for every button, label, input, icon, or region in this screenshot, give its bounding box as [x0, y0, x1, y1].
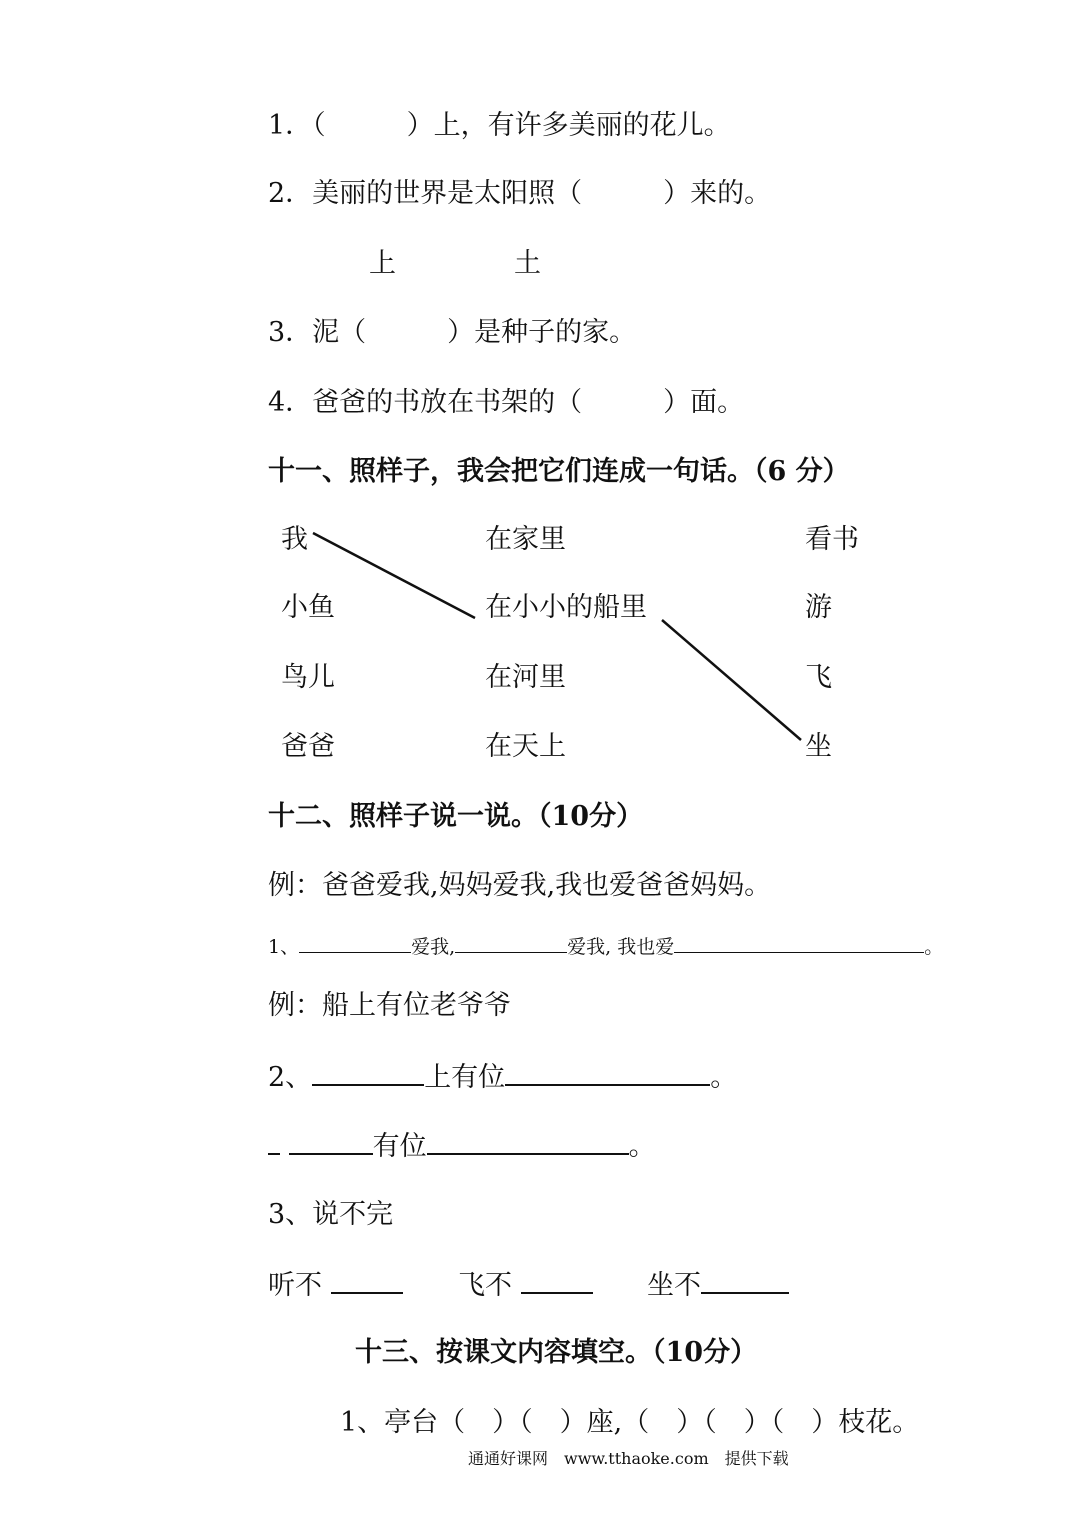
blank[interactable]: [427, 1131, 629, 1155]
connector-line-1: [313, 533, 475, 618]
question-13-1: 1、亭台（ ）（ ）座,（ ）（ ）（ ）枝花。: [340, 1407, 920, 1438]
col1-item-1: 我: [281, 524, 308, 555]
example-1: 例：爸爸爱我,妈妈爱我,我也爱爸爸妈妈。: [268, 870, 772, 901]
col3-item-2: 游: [805, 592, 832, 623]
blank[interactable]: [674, 936, 924, 953]
fill-ting: 听不: [268, 1270, 403, 1299]
blank[interactable]: [299, 936, 411, 953]
fill-zuo: 坐不: [647, 1270, 789, 1299]
question-12-3: 3、说不完: [268, 1199, 394, 1230]
fill-fei: 飞不: [458, 1270, 593, 1299]
col1-item-4: 爸爸: [281, 731, 335, 762]
col3-item-3: 飞: [805, 662, 832, 693]
example-2: 例：船上有位老爷爷: [268, 990, 511, 1021]
col1-item-3: 鸟儿: [281, 662, 335, 693]
blank[interactable]: [268, 1131, 280, 1155]
blank[interactable]: [289, 1131, 373, 1155]
question-1: 1．（ ）上，有许多美丽的花儿。: [268, 110, 731, 141]
question-12-2b: 有位 。: [268, 1131, 656, 1160]
section-11-heading: 十一、照样子，我会把它们连成一句话。（6 分）: [268, 456, 850, 487]
choice-shang: 上: [369, 248, 396, 279]
blank[interactable]: [521, 1270, 593, 1294]
col1-item-2: 小鱼: [281, 592, 335, 623]
question-3: 3．泥（ ）是种子的家。: [268, 317, 637, 348]
choice-tu: 土: [514, 248, 541, 279]
blank[interactable]: [701, 1270, 789, 1294]
col3-item-4: 坐: [805, 731, 832, 762]
question-4: 4．爸爸的书放在书架的（ ）面。: [268, 387, 745, 418]
question-12-1: 1、 爱我, 爱我, 我也爱 。: [268, 936, 944, 958]
blank[interactable]: [455, 936, 567, 953]
footer-text: 通通好课网 www.tthaoke.com 提供下载: [468, 1449, 789, 1468]
blank[interactable]: [331, 1270, 403, 1294]
section-12-heading: 十二、照样子说一说。（10分）: [268, 801, 644, 832]
col3-item-1: 看书: [805, 524, 859, 555]
col2-item-4: 在天上: [485, 731, 566, 762]
section-13-heading: 十三、按课文内容填空。（10分）: [355, 1337, 758, 1368]
col2-item-3: 在河里: [485, 662, 566, 693]
blank[interactable]: [505, 1062, 710, 1086]
blank[interactable]: [312, 1062, 424, 1086]
connector-line-2: [662, 620, 801, 740]
col2-item-2: 在小小的船里: [485, 592, 647, 623]
question-2: 2．美丽的世界是太阳照（ ）来的。: [268, 178, 772, 209]
question-12-2: 2、 上有位 。: [268, 1062, 738, 1093]
col2-item-1: 在家里: [485, 524, 566, 555]
